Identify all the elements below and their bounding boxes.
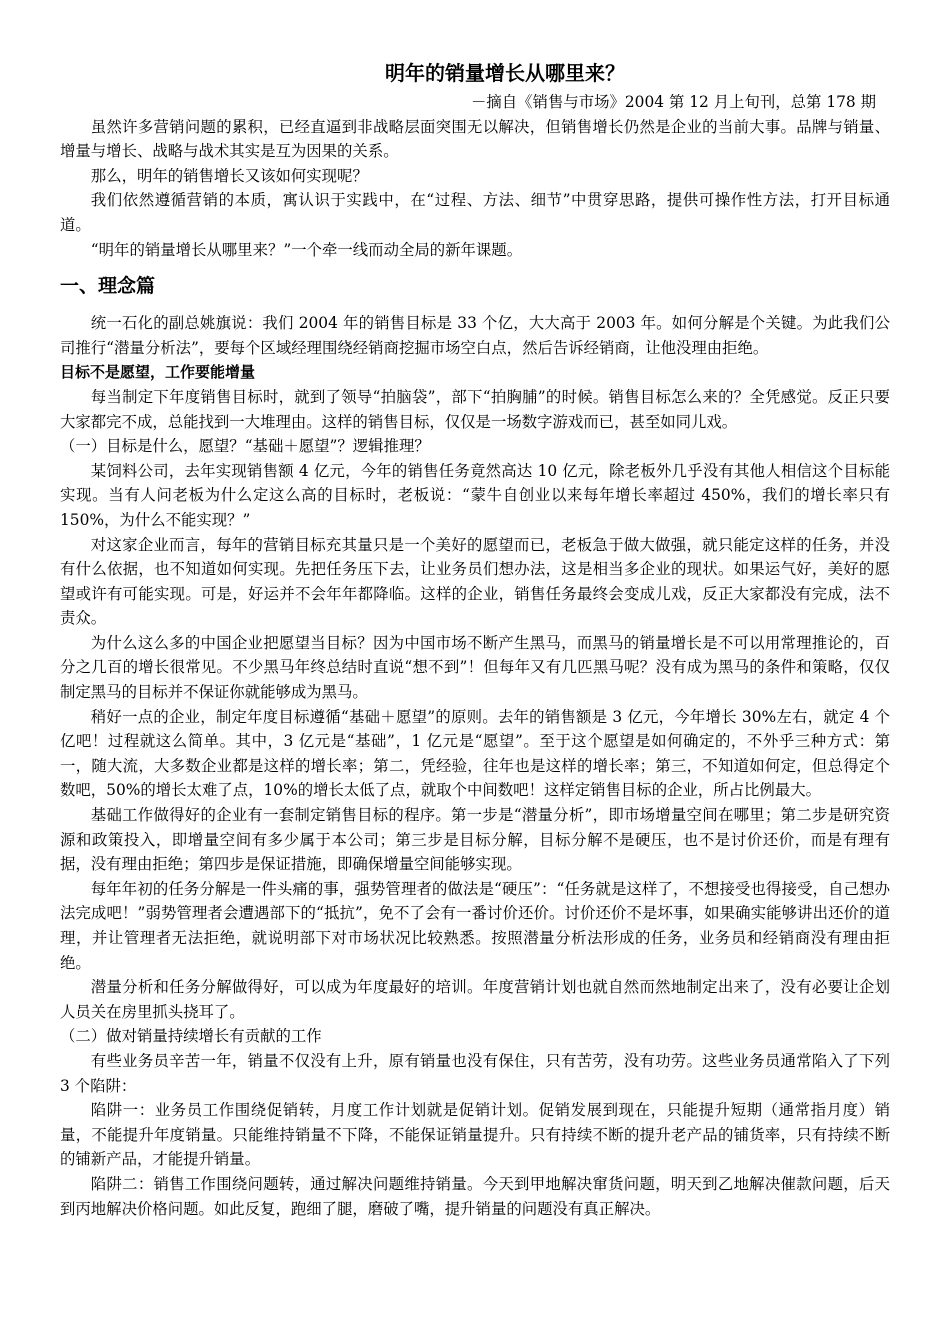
intro-paragraph: 那么，明年的销售增长又该如何实现呢？ — [90, 166, 368, 185]
body-paragraph: 对这家企业而言，每年的营销目标充其量只是一个美好的愿望而已，老板急于做大做强，就只能定这样的任务，并没有什么依据，也不知道如何实现。先把任务压下去，让业务员们想办法，这是相当多企业的现状。如果运气好，美好的愿望或许有可能实现。可是，好运并不会年年都降临。这样的企业，销售任务最终会变成儿戏，反正大家都没有完成，法不责众。 — [60, 535, 890, 628]
body-paragraph: 陷阱一：业务员工作围绕促销转，月度工作计划就是促销计划。促销发展到现在，只能提升短期（通常指月度）销量，不能提升年度销量。只能维持销量不下降，不能保证销量提升。只有持续不断的提升老产品的铺货率，只有持续不断的铺新产品，才能提升销量。 — [60, 1101, 890, 1169]
section-heading: 一、理念篇 — [60, 275, 156, 298]
intro-paragraph: 虽然许多营销问题的累积，已经直逼到非战略层面突围无以解决，但销售增长仍然是企业的当前大事。品牌与销量、增量与增长、战略与战术其实是互为因果的关系。 — [60, 117, 890, 161]
body-paragraph: 基础工作做得好的企业有一套制定销售目标的程序。第一步是“潜量分析”，即市场增量空间在哪里；第二步是研究资源和政策投入，即增量空间有多少属于本公司；第三步是目标分解，目标分解不是硬压，也不是讨价还价，而是有理有据，没有理由拒绝；第四步是保证措施，即确保增量空间能够实现。 — [60, 806, 890, 874]
body-paragraph: 每年年初的任务分解是一件头痛的事，强势管理者的做法是“硬压”：“任务就是这样了，不想接受也得接受，自己想办法完成吧！”弱势管理者会遭遇部下的“抵抗”，免不了会有一番讨价还价。讨价还价不是坏事，如果确实能够讲出还价的道理，并让管理者无法拒绝，就说明部下对市场状况比较熟悉。按照潜量分析法形成的任务，业务员和经销商没有理由拒绝。 — [60, 879, 890, 972]
body-paragraph: 陷阱二：销售工作围绕问题转，通过解决问题维持销量。今天到甲地解决窜货问题，明天到乙地解决催款问题，后天到丙地解决价格问题。如此反复，跑细了腿，磨破了嘴，提升销量的问题没有真正解决。 — [60, 1174, 890, 1218]
body-paragraph: 每当制定下年度销售目标时，就到了领导“拍脑袋”，部下“拍胸脯”的时候。销售目标怎么来的？全凭感觉。反正只要大家都完不成，总能找到一大堆理由。这样的销售目标，仅仅是一场数字游戏而已，甚至如同儿戏。 — [60, 387, 890, 431]
body-paragraph: 潜量分析和任务分解做得好，可以成为年度最好的培训。年度营销计划也就自然而然地制定出来了，没有必要让企划人员关在房里抓头挠耳了。 — [60, 978, 890, 1021]
subsection-heading: （二）做对销量持续增长有贡献的工作 — [60, 1027, 322, 1046]
bold-subheading: 目标不是愿望，工作要能增量 — [60, 363, 256, 382]
body-paragraph: 为什么这么多的中国企业把愿望当目标？因为中国市场不断产生黑马，而黑马的销量增长是不可以用常理推论的，百分之几百的增长很常见。不少黑马年终总结时直说“想不到”！但每年又有几匹黑马呢？没有成为黑马的条件和策略，仅仅制定黑马的目标并不保证你就能够成为黑马。 — [60, 633, 890, 702]
document-title: 明年的销量增长从哪里来？ — [385, 61, 625, 85]
body-paragraph: 某饲料公司，去年实现销售额 4 亿元，今年的销售任务竟然高达 10 亿元，除老板外几乎没有其他人相信这个目标能实现。当有人问老板为什么定这么高的目标时，老板说：“蒙牛自创业以来每年增长率超过 450%，我们的增长率只有 150%，为什么不能实现？” — [60, 461, 890, 529]
subsection-heading: （一）目标是什么，愿望？“基础＋愿望”？逻辑推理？ — [60, 437, 430, 456]
body-paragraph: 统一石化的副总姚旗说：我们 2004 年的销售目标是 33 个亿，大大高于 2003 年。如何分解是个关键。为此我们公司推行“潜量分析法”，要每个区域经理围绕经销商挖掘市场空白点，然后告诉经销商，让他没理由拒绝。 — [60, 314, 890, 357]
intro-paragraph: 我们依然遵循营销的本质，寓认识于实践中，在“过程、方法、细节”中贯穿思路，提供可操作性方法，打开目标通道。 — [60, 191, 890, 234]
body-paragraph: 有些业务员辛苦一年，销量不仅没有上升，原有销量也没有保住，只有苦劳，没有功劳。这些业务员通常陷入了下列 3 个陷阱： — [60, 1051, 890, 1095]
source-citation: －摘自《销售与市场》2004 第 12 月上旬刊，总第 178 期 — [470, 93, 876, 111]
intro-paragraph: “明年的销量增长从哪里来？”一个牵一线而动全局的新年课题。 — [90, 240, 523, 259]
body-paragraph: 稍好一点的企业，制定年度目标遵循“基础＋愿望”的原则。去年的销售额是 3 亿元，今年增长 30%左右，就定 4 个亿吧！过程就这么简单。其中，3 亿元是“基础”，1 亿元是“愿望”。至于这个愿望是如何确定的，不外乎三种方式：第一，随大流，大多数企业都是这样的增长率；第二，凭经验，往年也是这样的增长率；第三，不知道如何定，但总得定个数吧，50%的增长太难了点，10%的增长太低了点，就取个中间数吧！这样定销售目标的企业，所占比例最大。 — [60, 707, 890, 800]
